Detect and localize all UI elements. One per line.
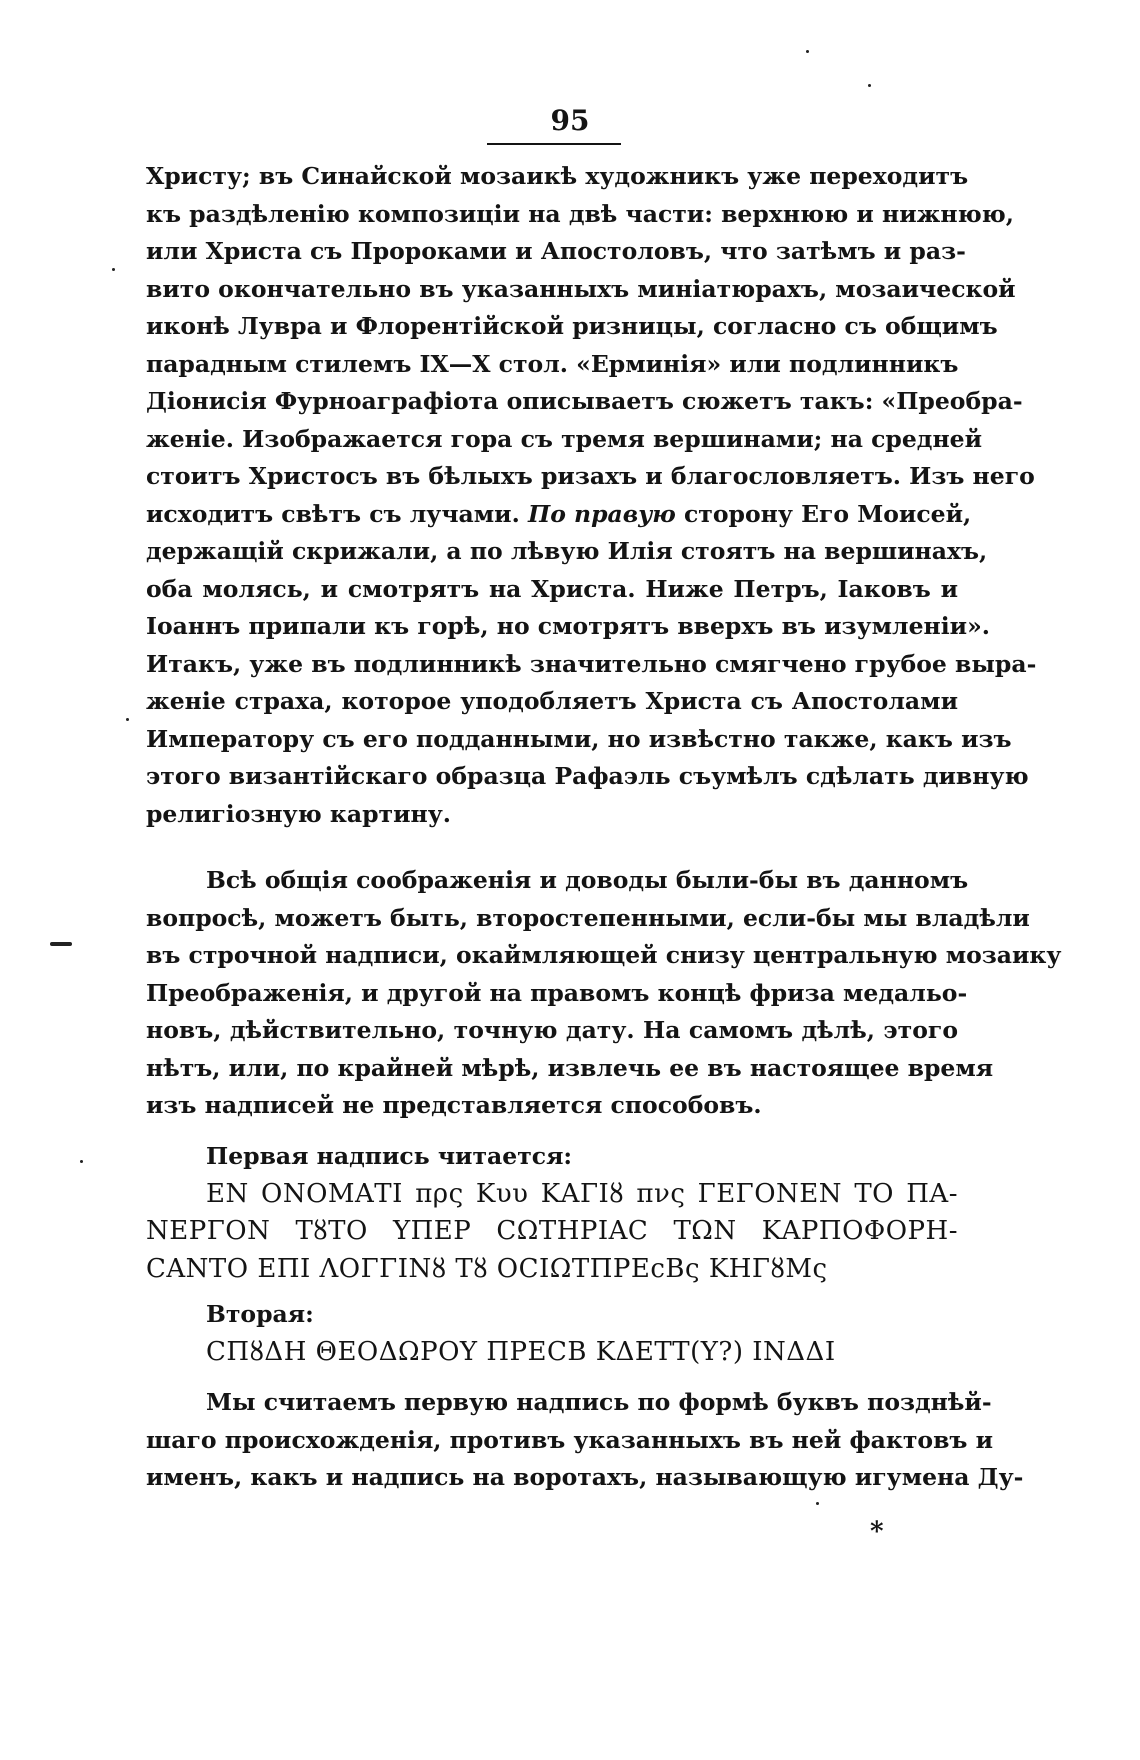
inscription-1-label: Первая надпись читается: xyxy=(206,1142,573,1170)
paragraph-2 xyxy=(146,862,1062,1125)
paragraph-1 xyxy=(146,158,1037,833)
text-line: вопросѣ, можетъ быть, второстепенными, если-бы мы владѣли xyxy=(146,903,1030,932)
text-line: религіозную картину. xyxy=(146,799,451,828)
text-line: Христу; въ Синайской мозаикѣ художникъ уже переходитъ xyxy=(146,162,969,190)
text-line: нѣтъ, или, по крайней мѣрѣ, извлечь ее въ настоящее время xyxy=(146,1053,994,1082)
text-line: Іоаннъ припали къ горѣ, но смотрятъ вверхъ въ изумленіи». xyxy=(146,612,990,640)
page-number: 95 xyxy=(550,104,590,137)
text-line: новъ, дѣйствительно, точную дату. На самомъ дѣлѣ, этого xyxy=(146,1016,958,1044)
text-line: этого византійскаго образца Рафаэль съумѣлъ сдѣлать дивную xyxy=(146,762,1029,790)
inscription-line: ϹΑΝΤΟ ΕΠΙ ΛΟΓΓΙΝȣ Τȣ ΟϹΙΩΤΠΡΕcΒς ΚΗΓȣΜς xyxy=(146,1253,828,1284)
text-line: Діонисія Фурноаграфіота описываетъ сюжетъ такъ: «Преобра- xyxy=(146,387,1023,415)
scan-speck xyxy=(112,268,115,271)
text-line: Всѣ общія соображенія и доводы были-бы въ данномъ xyxy=(206,866,969,894)
inscription-line: ΝΕΡΓΟΝ ΤȣΤΟ ΥΠΕΡ ϹΩΤΗΡΙΑϹ ΤΩΝ ΚΑΡΠΟΦΟΡΗ- xyxy=(146,1216,958,1246)
inscription-2-label: Вторая: xyxy=(206,1300,314,1328)
text-line: изъ надписей не представляется способовъ. xyxy=(146,1091,762,1119)
scan-speck xyxy=(868,84,871,87)
text-line: Мы считаемъ первую надпись по формѣ буквъ позднѣй- xyxy=(206,1388,992,1416)
text-line: женіе. Изображается гора съ тремя вершинами; на средней xyxy=(146,424,983,453)
text-line: или Христа съ Пророками и Апостоловъ, что затѣмъ и раз- xyxy=(146,237,966,265)
text-line: именъ, какъ и надпись на воротахъ, называющую игумена Ду- xyxy=(146,1463,1024,1491)
text-line: къ раздѣленію композиціи на двѣ части: верхнюю и нижнюю, xyxy=(146,199,1014,228)
text-line: Итакъ, уже въ подлинникѣ значительно смягчено грубое выра- xyxy=(146,649,1037,678)
scan-speck xyxy=(50,942,72,946)
text-line: въ строчной надписи, окаймляющей снизу центральную мозаику xyxy=(146,941,1062,969)
text-line xyxy=(146,496,972,534)
text-line: шаго происхожденія, противъ указанныхъ въ ней фактовъ и xyxy=(146,1425,994,1454)
inscription-2-block xyxy=(146,1296,958,1371)
text-line: иконѣ Лувра и Флорентійской ризницы, согласно съ общимъ xyxy=(146,312,998,340)
paragraph-3 xyxy=(146,1384,1024,1497)
inscription-1-block xyxy=(146,1138,958,1288)
inscription-line: ΕΝ ΟΝΟΜΑΤΙ πρς Κυυ ΚΑΓΙȣ πνς ΓΕΓΟΝΕΝ ΤΟ ΠΑ- xyxy=(206,1178,958,1209)
text-line: стоитъ Христосъ въ бѣлыхъ ризахъ и благословляетъ. Изъ него xyxy=(146,462,1035,490)
text-line: парадным стилемъ IX—X стол. «Ерминія» или подлинникъ xyxy=(146,349,959,378)
text-line: держащій скрижали, а по лѣвую Илія стоятъ на вершинахъ, xyxy=(146,537,988,565)
scan-speck xyxy=(806,50,809,53)
scan-speck xyxy=(80,1160,83,1163)
inscription-line: ϹΠȣΔΗ ΘΕΟΔΩΡΟΥ ΠΡΕϹΒ ΚΔΕΤΤ(Υ?) ΙΝΔΔΙ xyxy=(206,1336,836,1367)
text-segment: исходитъ свѣтъ съ лучами. xyxy=(146,499,520,528)
text-line: Императору съ его подданными, но извѣстно также, какъ изъ xyxy=(146,724,1012,753)
text-line: вито окончательно въ указанныхъ миніатюрахъ, мозаической xyxy=(146,274,1016,303)
scan-speck xyxy=(816,1502,819,1505)
text-segment: сторону Его Моисей, xyxy=(684,499,972,528)
scan-speck xyxy=(126,718,129,721)
footer-asterisk: * xyxy=(870,1517,884,1547)
text-line: оба молясь, и смотрятъ на Христа. Ниже Петръ, Іаковъ и xyxy=(146,574,958,603)
header-rule xyxy=(487,143,621,145)
text-line: Преображенія, и другой на правомъ концѣ фриза медальо- xyxy=(146,978,968,1007)
italic-phrase: По правую xyxy=(527,499,676,528)
text-line: женіе страха, которое уподобляетъ Христа съ Апостолами xyxy=(146,687,958,715)
